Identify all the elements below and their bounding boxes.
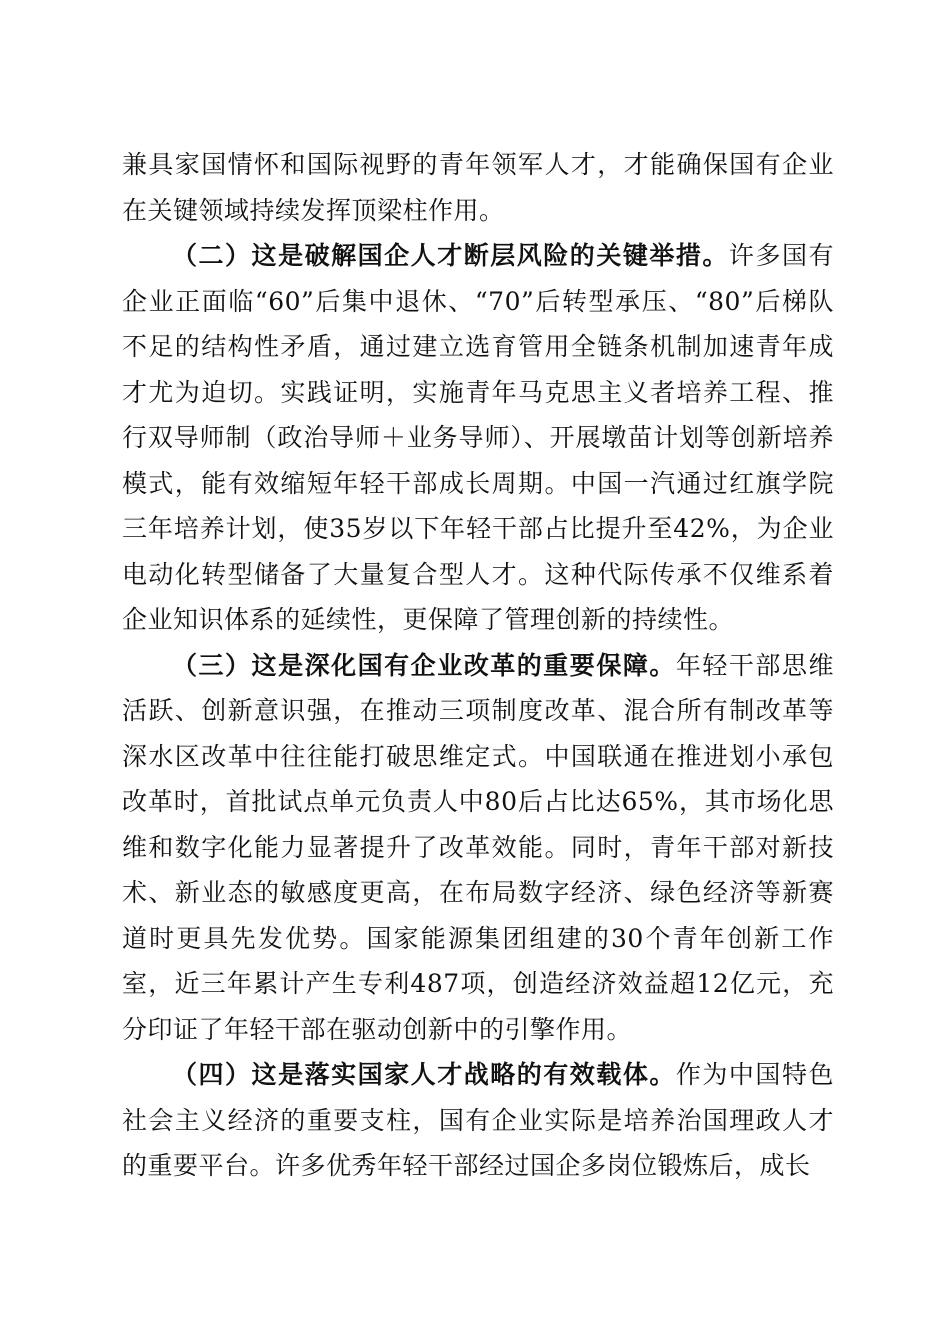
section-heading: （二）这是破解国企人才断层风险的关键举措。 [172,241,729,270]
paragraph-body: 兼具家国情怀和国际视野的青年领军人才，才能确保国有企业在关键领域持续发挥顶梁柱作用。 [122,150,834,225]
paragraph-body: 许多国有企业正面临“60”后集中退休、“70”后转型承压、“80”后梯队不足的结构性矛盾，通过建立选育管用全链条机制加速青年成才尤为迫切。实践证明，实施青年马克思主义者培养工程、推行双导师制（政治导师＋业务导师）、开展墩苗计划等创新培养模式，能有效缩短年轻干部成长周期。中国一汽通过红旗学院三年培养计划，使35岁以下年轻干部占比提升至42%，为企业电动化转型储备了大量复合型人才。这种代际传承不仅维系着企业知识体系的延续性，更保障了管理创新的持续性。 [122,241,834,634]
document-page [122,142,834,1189]
section-heading: （三）这是深化国有企业改革的重要保障。 [172,650,676,680]
paragraph-section-4 [122,1052,834,1189]
paragraph-section-3 [122,643,834,1053]
paragraph-continuation [122,142,834,233]
section-heading: （四）这是落实国家人才战略的有效载体。 [172,1060,676,1089]
paragraph-body: 年轻干部思维活跃、创新意识强，在推动三项制度改革、混合所有制改革等深水区改革中往往能打破思维定式。中国联通在推进划小承包改革时，首批试点单元负责人中80后占比达65%，其市场化思维和数字化能力显著提升了改革效能。同时，青年干部对新技术、新业态的敏感度更高，在布局数字经济、绿色经济等新赛道时更具先发优势。国家能源集团组建的30个青年创新工作室，近三年累计产生专利487项，创造经济效益超12亿元，充分印证了年轻干部在驱动创新中的引擎作用。 [122,650,834,1044]
paragraph-body: 作为中国特色社会主义经济的重要支柱，国有企业实际是培养治国理政人才的重要平台。许多优秀年轻干部经过国企多岗位锻炼后，成长 [122,1060,834,1180]
paragraph-section-2 [122,233,834,643]
